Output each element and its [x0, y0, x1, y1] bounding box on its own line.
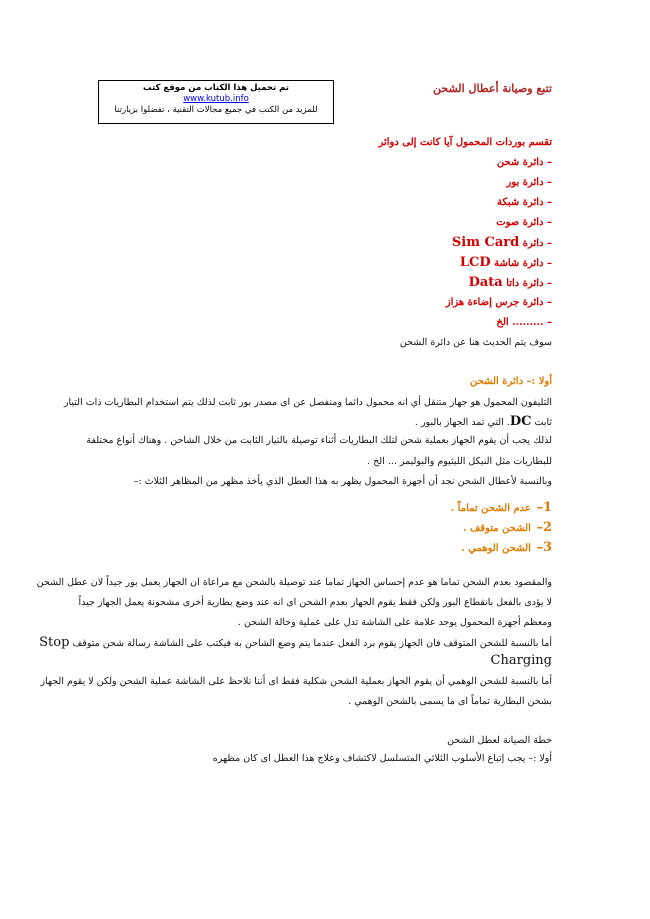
- fault-number: 1–: [536, 500, 552, 515]
- notice-line: للمزيد من الكتب في جميع مجالات التقنية ، تفضلوا بزيارتنا: [114, 105, 318, 115]
- circuit-item: [469, 275, 552, 290]
- circuit-item: [452, 235, 552, 250]
- circuit-item: – دائرة شبكة: [496, 197, 552, 208]
- page-title: تتبع وصيانة أعطال الشحن: [432, 82, 552, 95]
- paragraph-line: التليفون المحمول هو جهاز متنقل أي انه محمول دائما ومنفصل عن اى مصدر بور ثابت لذلك يتم استخدام البطاريات ذات التيار: [63, 397, 552, 408]
- paragraph-line: أما بالنسبة للشحن الوهمي أن يقوم الجهاز بعملية الشحن شكلية فقط اى أننا نلاحظ على الشاشة عملية الشحن ولكن لا يقوم الجهاز: [40, 676, 552, 687]
- intro-note: سوف يتم الحديث هنا عن دائرة الشحن: [399, 337, 552, 348]
- fault-number: 2–: [536, 520, 552, 535]
- circuit-latin: Sim Card: [451, 235, 520, 250]
- fault-text: الشحن الوهمي .: [461, 543, 531, 554]
- fault-number: 3–: [536, 540, 552, 555]
- paragraph-line: ومعظم أجهزة المحمول يوجد علامة على الشاشة تدل على عملية وحالة الشحن .: [237, 617, 552, 628]
- paragraph-line: وبالنسبة لأعطال الشحن نجد أن أجهزة المحمول يظهر به هذا العطل الذي يأخذ مظهر من المظاهر الثلاث :–: [133, 476, 552, 487]
- paragraph-line: والمقصود بعدم الشحن تماما هو عدم إحساس الجهاز تماما عند توصيلة بالشحن مع مراعاة ان الجهاز يعمل بور جيداً لان عطل الشحن: [36, 577, 552, 588]
- text-fragment: أما بالنسبة للشحن المتوقف فان الجهاز يقوم برد الفعل عندما يتم وضع الشاحن به فيكتب على الشاشة رسالة شحن متوقف: [72, 638, 552, 649]
- fault-item: [451, 496, 552, 515]
- fault-item: [461, 536, 552, 555]
- circuit-item: – دائرة صوت: [496, 217, 552, 228]
- paragraph-line: [415, 414, 552, 429]
- paragraph-line: [39, 635, 552, 650]
- dc-label: DC: [509, 414, 532, 429]
- paragraph-line: [491, 653, 552, 668]
- notice-line: تم تحميل هذا الكتاب من موقع كتب: [143, 83, 289, 93]
- circuit-item: – ......... الخ: [496, 317, 552, 328]
- circuit-item: [460, 255, 552, 270]
- circuit-label: – دائرة داتا: [506, 278, 552, 289]
- text-fragment: . التي تمد الجهاز بالبور .: [414, 417, 510, 428]
- fault-item: [463, 516, 552, 535]
- intro-heading: تقسم بوردات المحمول آيا كانت إلى دوائر: [378, 137, 552, 148]
- kutub-link[interactable]: www.kutub.info: [183, 94, 249, 104]
- plan-line: أولا :– يجب إتباع الأسلوب الثلاثي المتسلسل لاكتشاف وعلاج هذا العطل اى كان مظهره: [212, 753, 552, 764]
- paragraph-line: لذلك يجب أن يقوم الجهاز بعملية شحن لتلك البطاريات أثناء توصيلة بالتيار الثابت من خلال الشاحن . وهناك أنواع مختلفة: [86, 435, 552, 446]
- circuit-latin: LCD: [459, 255, 491, 270]
- circuit-label: – دائرة: [522, 238, 552, 249]
- circuit-item: – دائرة شحن: [496, 157, 552, 168]
- circuit-item: – دائرة بور: [506, 177, 552, 188]
- fault-text: عدم الشحن تماماً .: [450, 503, 531, 514]
- circuit-item: – دائرة جرس إضاءة هزاز: [445, 297, 552, 308]
- charging-label: Charging: [490, 653, 552, 668]
- paragraph-line: بشحن البطارية تماماً اى ما يسمى بالشحن الوهمي .: [348, 696, 552, 707]
- fault-text: الشحن متوقف .: [462, 523, 531, 534]
- paragraph-line: للبطاريات مثل النيكل الليثيوم والبوليمر ... الخ .: [367, 456, 552, 467]
- circuit-latin: Data: [468, 275, 503, 290]
- section-heading: أولا :– دائرة الشحن: [469, 376, 552, 387]
- plan-heading: خطة الصيانة لعطل الشحن: [447, 735, 552, 746]
- text-fragment: ثابت: [534, 417, 552, 428]
- stop-label: Stop: [39, 635, 70, 650]
- paragraph-line: لا يؤدى بالفعل بانقطاع البور ولكن فقط يقوم الجهاز بعدم الشحن اى انه عند وضع بطارية أخرى مشحونة يعمل الجهاز جيداً: [78, 597, 552, 608]
- download-notice-box: [98, 80, 334, 124]
- circuit-label: – دائرة شاشة: [494, 258, 552, 269]
